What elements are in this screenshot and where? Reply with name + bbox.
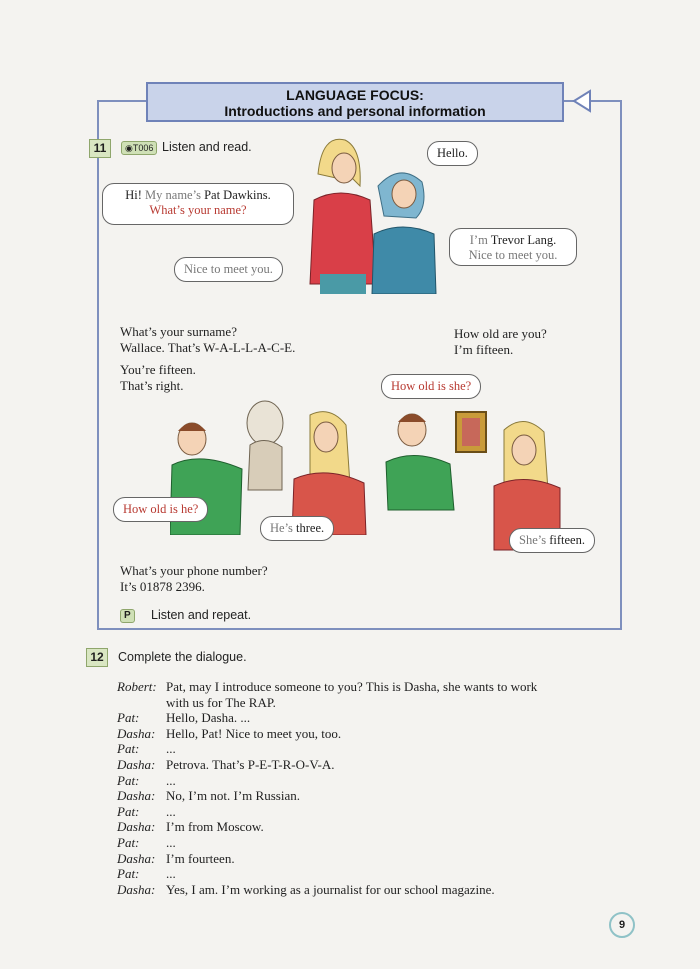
dialogue-line (117, 788, 300, 804)
phone-answer: It’s 01878 2396. (120, 579, 205, 594)
bubble-my-name-prefix: My name’s (145, 188, 201, 202)
exercise-11-number: 11 (89, 139, 111, 158)
bubble-im-trevor (449, 228, 577, 266)
dialogue-line (117, 679, 537, 695)
bubble-nice-meet-you-gray: Nice to meet you. (468, 248, 558, 262)
bubble-fifteen: fifteen. (549, 533, 585, 547)
dialogue-line (117, 835, 176, 851)
dialogue-text: No, I’m not. I’m Russian. (166, 788, 300, 804)
dialogue-text: Hello, Pat! Nice to meet you, too. (166, 725, 342, 741)
dialogue-line (117, 773, 176, 789)
dialogue-speaker: Dasha: (117, 819, 156, 835)
bubble-hes-prefix: He’s (270, 521, 293, 535)
bubble-im-prefix: I’m (469, 233, 488, 247)
dialogue-text: I’m from Moscow. (166, 819, 264, 835)
banner-title: LANGUAGE FOCUS: (286, 87, 424, 103)
dialogue-speaker: Pat: (117, 866, 140, 882)
listen-repeat-instruction: Listen and repeat. (151, 608, 252, 622)
banner-subtitle: Introductions and personal information (224, 103, 486, 119)
bubble-whats-your-name: What’s your name? (149, 203, 247, 217)
page-number: 9 (609, 912, 635, 938)
dialogue-line (117, 741, 176, 757)
bubble-hello: Hello. (427, 141, 478, 166)
check-answer: That’s right. (120, 378, 184, 393)
dialogue-line (117, 851, 235, 867)
bubble-how-old-is-she: How old is she? (381, 374, 481, 399)
p-tag: P (120, 609, 135, 623)
bubble-hes-three (260, 516, 334, 541)
phone-question: What’s your phone number? (120, 563, 268, 578)
dialogue-speaker: Dasha: (117, 881, 156, 897)
dialogue-speaker: Robert: (117, 679, 157, 694)
exercise-12-instruction: Complete the dialogue. (118, 650, 247, 664)
dialogue-speaker: Pat: (117, 835, 140, 850)
audio-track-label: T006 (132, 143, 154, 153)
dialogue-line (117, 804, 176, 820)
dialogue-speaker: Pat: (117, 710, 140, 726)
dialogue-text: Yes, I am. I’m working as a journalist for our school magazine. (166, 881, 495, 897)
dialogue-speaker: Pat: (117, 803, 140, 819)
dialogue-line (117, 866, 176, 882)
dialogue-text: with us for The RAP. (166, 694, 276, 710)
audio-track-tag[interactable]: ◉T006 (121, 141, 157, 155)
bubble-pat-dawkins: Pat Dawkins. (204, 188, 271, 202)
dialogue-text: ... (166, 772, 176, 788)
exercise-12-number: 12 (86, 648, 108, 667)
bubble-trevor-lang: Trevor Lang. (490, 233, 557, 247)
exercise-11-instruction: Listen and read. (162, 140, 252, 154)
bubble-how-old-is-he: How old is he? (113, 497, 208, 522)
dialogue-text: I’m fourteen. (166, 850, 235, 866)
dialogue-text: Hello, Dasha. ... (166, 710, 251, 726)
age-question: How old are you? (454, 326, 547, 341)
dialogue-speaker: Dasha: (117, 725, 156, 741)
dialogue-speaker: Pat: (117, 741, 140, 757)
dialogue-line (117, 819, 264, 835)
dialogue-text: ... (166, 866, 176, 882)
check-statement: You’re fifteen. (120, 362, 196, 377)
surname-answer: Wallace. That’s W-A-L-L-A-C-E. (120, 340, 296, 355)
dialogue-line (117, 757, 335, 773)
illustration-pat-trevor (300, 134, 440, 294)
bubble-three: three. (296, 521, 325, 535)
dialogue-text: Pat, may I introduce someone to you? This is Dasha, she wants to work (166, 679, 538, 694)
dialogue-text: ... (166, 803, 176, 819)
age-answer: I’m fifteen. (454, 342, 514, 357)
bubble-shes-prefix: She’s (519, 533, 547, 547)
arrow-left-icon (570, 86, 598, 116)
dialogue-line (117, 710, 250, 726)
dialogue-speaker: Dasha: (117, 788, 156, 804)
language-focus-banner (146, 82, 564, 122)
bubble-nice-to-meet-you: Nice to meet you. (174, 257, 283, 282)
bubble-hi-my-name (102, 183, 294, 225)
dialogue-speaker: Dasha: (117, 850, 156, 866)
dialogue-line (117, 695, 276, 711)
dialogue-line (117, 882, 495, 898)
dialogue-text: Petrova. That’s P-E-T-R-O-V-A. (166, 757, 335, 772)
dialogue-text: ... (166, 835, 176, 850)
dialogue-line (117, 726, 341, 742)
surname-question: What’s your surname? (120, 324, 237, 339)
dialogue-speaker: Pat: (117, 772, 140, 788)
dialogue-text: ... (166, 741, 176, 757)
bubble-hi: Hi! (125, 188, 142, 202)
dialogue-speaker: Dasha: (117, 757, 156, 772)
bubble-shes-fifteen (509, 528, 595, 553)
